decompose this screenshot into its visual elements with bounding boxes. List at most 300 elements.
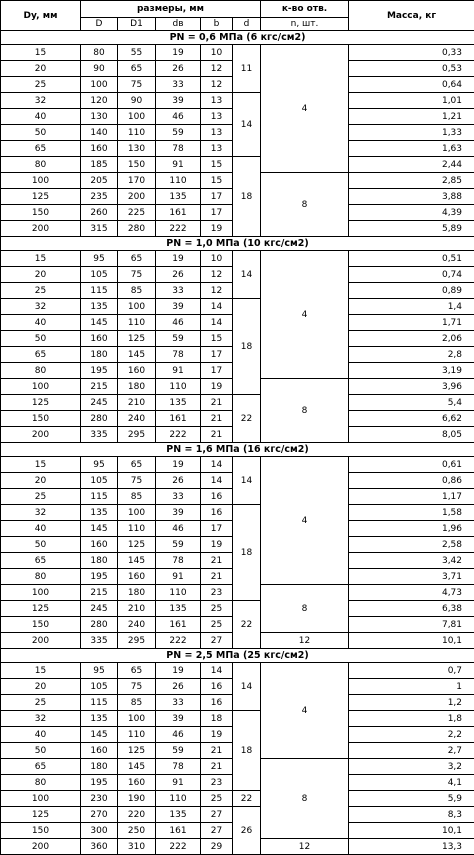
cell-dv: 46 (156, 109, 201, 125)
cell-dy: 150 (1, 617, 81, 633)
cell-dy: 200 (1, 839, 81, 855)
cell-dy: 65 (1, 553, 81, 569)
header-d: d (233, 18, 261, 31)
cell-dv: 19 (156, 45, 201, 61)
cell-D: 180 (81, 759, 118, 775)
table-row (1, 663, 474, 679)
cell-mass: 0,51 (349, 251, 474, 267)
cell-D: 195 (81, 775, 118, 791)
cell-D: 145 (81, 521, 118, 537)
cell-mass: 2,85 (349, 173, 474, 189)
cell-n: 8 (261, 379, 349, 443)
cell-dy: 150 (1, 823, 81, 839)
cell-mass: 5,4 (349, 395, 474, 411)
cell-dv: 78 (156, 347, 201, 363)
cell-dy: 32 (1, 711, 81, 727)
cell-D1: 90 (118, 93, 156, 109)
table-row (1, 45, 474, 61)
cell-d: 18 (233, 711, 261, 791)
cell-dy: 100 (1, 791, 81, 807)
header-dimensions: размеры, мм (81, 1, 261, 18)
cell-mass: 1,2 (349, 695, 474, 711)
cell-mass: 5,9 (349, 791, 474, 807)
cell-D: 140 (81, 125, 118, 141)
cell-D: 95 (81, 663, 118, 679)
cell-dy: 80 (1, 569, 81, 585)
cell-b: 10 (201, 45, 233, 61)
cell-dy: 100 (1, 173, 81, 189)
cell-n: 12 (261, 633, 349, 649)
cell-D1: 220 (118, 807, 156, 823)
cell-mass: 13,3 (349, 839, 474, 855)
cell-dv: 91 (156, 569, 201, 585)
header-dv: dв (156, 18, 201, 31)
cell-dy: 15 (1, 251, 81, 267)
pressure-section-title: PN = 0,6 МПа (6 кгс/см2) (1, 31, 474, 45)
cell-D1: 65 (118, 61, 156, 77)
cell-D1: 55 (118, 45, 156, 61)
cell-D: 115 (81, 489, 118, 505)
cell-mass: 2,8 (349, 347, 474, 363)
cell-d: 18 (233, 505, 261, 601)
cell-D1: 110 (118, 315, 156, 331)
cell-D: 145 (81, 727, 118, 743)
cell-b: 21 (201, 759, 233, 775)
cell-b: 27 (201, 807, 233, 823)
cell-mass: 1,71 (349, 315, 474, 331)
cell-D: 300 (81, 823, 118, 839)
cell-dy: 80 (1, 157, 81, 173)
cell-dy: 50 (1, 743, 81, 759)
cell-b: 12 (201, 77, 233, 93)
cell-dy: 40 (1, 727, 81, 743)
cell-d: 18 (233, 299, 261, 395)
cell-mass: 0,86 (349, 473, 474, 489)
cell-dv: 161 (156, 411, 201, 427)
cell-dy: 32 (1, 505, 81, 521)
cell-dy: 25 (1, 695, 81, 711)
cell-D1: 295 (118, 633, 156, 649)
cell-D: 95 (81, 251, 118, 267)
cell-D1: 240 (118, 617, 156, 633)
cell-dv: 46 (156, 315, 201, 331)
cell-d: 14 (233, 663, 261, 711)
cell-D: 215 (81, 585, 118, 601)
cell-dv: 135 (156, 189, 201, 205)
cell-D1: 310 (118, 839, 156, 855)
cell-mass: 0,53 (349, 61, 474, 77)
cell-b: 17 (201, 521, 233, 537)
cell-mass: 2,06 (349, 331, 474, 347)
cell-mass: 1,63 (349, 141, 474, 157)
cell-dy: 80 (1, 775, 81, 791)
cell-b: 16 (201, 679, 233, 695)
cell-D1: 145 (118, 553, 156, 569)
cell-b: 14 (201, 315, 233, 331)
cell-b: 16 (201, 695, 233, 711)
cell-dy: 15 (1, 457, 81, 473)
cell-d: 22 (233, 601, 261, 649)
cell-D: 205 (81, 173, 118, 189)
cell-dy: 25 (1, 77, 81, 93)
cell-b: 12 (201, 267, 233, 283)
cell-dy: 15 (1, 45, 81, 61)
cell-n: 8 (261, 585, 349, 633)
cell-D1: 65 (118, 457, 156, 473)
cell-b: 16 (201, 505, 233, 521)
table-row (1, 505, 474, 521)
cell-D: 215 (81, 379, 118, 395)
cell-b: 23 (201, 585, 233, 601)
cell-dv: 33 (156, 489, 201, 505)
header-D1: D1 (118, 18, 156, 31)
cell-D: 180 (81, 347, 118, 363)
pressure-section-title: PN = 2,5 МПа (25 кгс/см2) (1, 649, 474, 663)
cell-mass: 2,44 (349, 157, 474, 173)
cell-b: 16 (201, 489, 233, 505)
cell-D: 245 (81, 601, 118, 617)
cell-dv: 161 (156, 205, 201, 221)
cell-D: 95 (81, 457, 118, 473)
cell-D1: 125 (118, 743, 156, 759)
header-holes-count: к-во отв. (261, 1, 349, 18)
cell-D: 160 (81, 141, 118, 157)
table-row (1, 157, 474, 173)
cell-D1: 100 (118, 711, 156, 727)
cell-D1: 210 (118, 395, 156, 411)
cell-dv: 33 (156, 283, 201, 299)
cell-D1: 100 (118, 109, 156, 125)
cell-mass: 5,89 (349, 221, 474, 237)
cell-D: 260 (81, 205, 118, 221)
cell-D: 115 (81, 695, 118, 711)
cell-dv: 19 (156, 663, 201, 679)
cell-dv: 59 (156, 331, 201, 347)
cell-mass: 1,17 (349, 489, 474, 505)
cell-D1: 145 (118, 759, 156, 775)
cell-dv: 26 (156, 473, 201, 489)
cell-n: 4 (261, 251, 349, 379)
cell-dy: 20 (1, 61, 81, 77)
cell-dv: 26 (156, 267, 201, 283)
cell-dv: 222 (156, 427, 201, 443)
cell-b: 12 (201, 61, 233, 77)
cell-D: 80 (81, 45, 118, 61)
cell-D: 145 (81, 315, 118, 331)
cell-mass: 1,4 (349, 299, 474, 315)
cell-dy: 150 (1, 411, 81, 427)
table-row (1, 395, 474, 411)
cell-b: 14 (201, 457, 233, 473)
cell-mass: 3,88 (349, 189, 474, 205)
header-b: b (201, 18, 233, 31)
cell-dv: 39 (156, 711, 201, 727)
cell-mass: 6,62 (349, 411, 474, 427)
cell-b: 21 (201, 743, 233, 759)
cell-mass: 3,19 (349, 363, 474, 379)
cell-dy: 65 (1, 347, 81, 363)
cell-b: 15 (201, 157, 233, 173)
cell-b: 25 (201, 617, 233, 633)
cell-mass: 4,73 (349, 585, 474, 601)
cell-n: 4 (261, 457, 349, 585)
cell-b: 17 (201, 347, 233, 363)
cell-D1: 160 (118, 363, 156, 379)
cell-mass: 0,89 (349, 283, 474, 299)
cell-D1: 280 (118, 221, 156, 237)
cell-mass: 6,38 (349, 601, 474, 617)
cell-dy: 100 (1, 585, 81, 601)
cell-mass: 0,7 (349, 663, 474, 679)
cell-b: 25 (201, 601, 233, 617)
cell-n: 12 (261, 839, 349, 855)
cell-D1: 75 (118, 77, 156, 93)
cell-D: 115 (81, 283, 118, 299)
cell-n: 4 (261, 45, 349, 173)
cell-b: 12 (201, 283, 233, 299)
cell-D1: 240 (118, 411, 156, 427)
cell-mass: 0,74 (349, 267, 474, 283)
cell-b: 23 (201, 775, 233, 791)
table-row (1, 93, 474, 109)
cell-d: 22 (233, 395, 261, 443)
cell-D1: 130 (118, 141, 156, 157)
cell-D: 315 (81, 221, 118, 237)
cell-d: 11 (233, 45, 261, 93)
cell-D: 195 (81, 363, 118, 379)
cell-D1: 100 (118, 299, 156, 315)
cell-dv: 39 (156, 505, 201, 521)
cell-mass: 0,64 (349, 77, 474, 93)
cell-dy: 40 (1, 315, 81, 331)
cell-dv: 110 (156, 379, 201, 395)
cell-dv: 19 (156, 251, 201, 267)
cell-dv: 39 (156, 93, 201, 109)
cell-b: 14 (201, 299, 233, 315)
cell-D1: 65 (118, 251, 156, 267)
cell-mass: 1 (349, 679, 474, 695)
cell-dy: 80 (1, 363, 81, 379)
cell-D1: 200 (118, 189, 156, 205)
table-row (1, 601, 474, 617)
cell-D1: 225 (118, 205, 156, 221)
cell-n: 4 (261, 663, 349, 759)
cell-dy: 200 (1, 427, 81, 443)
cell-mass: 3,96 (349, 379, 474, 395)
cell-D: 280 (81, 411, 118, 427)
cell-dv: 222 (156, 221, 201, 237)
header-dy: Dy, мм (1, 1, 81, 31)
cell-dv: 222 (156, 839, 201, 855)
cell-mass: 3,2 (349, 759, 474, 775)
cell-dv: 91 (156, 157, 201, 173)
cell-dy: 15 (1, 663, 81, 679)
cell-mass: 1,33 (349, 125, 474, 141)
table-row (1, 711, 474, 727)
cell-dv: 59 (156, 743, 201, 759)
cell-d: 18 (233, 157, 261, 237)
cell-b: 21 (201, 411, 233, 427)
cell-dv: 46 (156, 727, 201, 743)
cell-dy: 100 (1, 379, 81, 395)
cell-dy: 125 (1, 189, 81, 205)
cell-mass: 2,58 (349, 537, 474, 553)
cell-dv: 110 (156, 791, 201, 807)
cell-D: 185 (81, 157, 118, 173)
cell-dv: 135 (156, 807, 201, 823)
cell-b: 14 (201, 473, 233, 489)
cell-D1: 190 (118, 791, 156, 807)
cell-D: 160 (81, 331, 118, 347)
cell-dy: 20 (1, 473, 81, 489)
cell-b: 19 (201, 537, 233, 553)
cell-D1: 180 (118, 379, 156, 395)
cell-dy: 200 (1, 221, 81, 237)
cell-D1: 100 (118, 505, 156, 521)
cell-dv: 110 (156, 585, 201, 601)
cell-D: 90 (81, 61, 118, 77)
cell-D1: 65 (118, 663, 156, 679)
cell-b: 21 (201, 427, 233, 443)
cell-D1: 85 (118, 283, 156, 299)
cell-b: 13 (201, 125, 233, 141)
cell-dy: 20 (1, 679, 81, 695)
cell-D1: 110 (118, 727, 156, 743)
cell-mass: 2,7 (349, 743, 474, 759)
cell-D: 195 (81, 569, 118, 585)
cell-D: 335 (81, 427, 118, 443)
cell-mass: 8,05 (349, 427, 474, 443)
cell-mass: 0,61 (349, 457, 474, 473)
cell-D1: 75 (118, 267, 156, 283)
cell-b: 17 (201, 363, 233, 379)
table-row (1, 251, 474, 267)
table-row (1, 299, 474, 315)
cell-D: 270 (81, 807, 118, 823)
header-mass: Масса, кг (349, 1, 474, 31)
cell-dv: 19 (156, 457, 201, 473)
cell-b: 14 (201, 663, 233, 679)
cell-b: 27 (201, 823, 233, 839)
cell-dy: 40 (1, 109, 81, 125)
cell-D1: 210 (118, 601, 156, 617)
cell-dv: 33 (156, 695, 201, 711)
cell-b: 21 (201, 553, 233, 569)
cell-D1: 160 (118, 569, 156, 585)
cell-mass: 1,96 (349, 521, 474, 537)
cell-dy: 65 (1, 759, 81, 775)
cell-D1: 160 (118, 775, 156, 791)
cell-dy: 150 (1, 205, 81, 221)
cell-b: 19 (201, 379, 233, 395)
cell-D: 135 (81, 505, 118, 521)
cell-dy: 125 (1, 807, 81, 823)
cell-D: 280 (81, 617, 118, 633)
cell-n: 8 (261, 759, 349, 839)
table-row (1, 807, 474, 823)
cell-b: 13 (201, 109, 233, 125)
cell-dv: 161 (156, 617, 201, 633)
cell-d: 14 (233, 457, 261, 505)
cell-D1: 170 (118, 173, 156, 189)
cell-D: 105 (81, 679, 118, 695)
cell-b: 18 (201, 711, 233, 727)
cell-mass: 8,3 (349, 807, 474, 823)
cell-b: 27 (201, 633, 233, 649)
cell-mass: 2,2 (349, 727, 474, 743)
cell-D: 160 (81, 743, 118, 759)
cell-dv: 135 (156, 601, 201, 617)
cell-mass: 3,42 (349, 553, 474, 569)
cell-dy: 50 (1, 125, 81, 141)
cell-b: 15 (201, 331, 233, 347)
cell-D: 135 (81, 299, 118, 315)
cell-dv: 110 (156, 173, 201, 189)
cell-b: 17 (201, 205, 233, 221)
cell-dy: 20 (1, 267, 81, 283)
cell-mass: 1,21 (349, 109, 474, 125)
cell-dv: 78 (156, 141, 201, 157)
cell-D: 100 (81, 77, 118, 93)
cell-dv: 91 (156, 775, 201, 791)
cell-dv: 59 (156, 125, 201, 141)
cell-b: 15 (201, 173, 233, 189)
cell-D1: 75 (118, 473, 156, 489)
cell-d: 22 (233, 791, 261, 807)
cell-dy: 50 (1, 537, 81, 553)
cell-D: 335 (81, 633, 118, 649)
cell-dv: 46 (156, 521, 201, 537)
cell-dy: 125 (1, 601, 81, 617)
cell-dy: 32 (1, 299, 81, 315)
cell-mass: 0,33 (349, 45, 474, 61)
cell-dy: 125 (1, 395, 81, 411)
cell-D: 235 (81, 189, 118, 205)
cell-dv: 59 (156, 537, 201, 553)
cell-D1: 295 (118, 427, 156, 443)
cell-dy: 32 (1, 93, 81, 109)
cell-D1: 85 (118, 489, 156, 505)
cell-d: 14 (233, 93, 261, 157)
cell-dv: 135 (156, 395, 201, 411)
cell-b: 13 (201, 93, 233, 109)
cell-b: 13 (201, 141, 233, 157)
cell-n: 8 (261, 173, 349, 237)
cell-dy: 25 (1, 283, 81, 299)
cell-d: 26 (233, 807, 261, 855)
cell-mass: 4,39 (349, 205, 474, 221)
cell-D1: 125 (118, 537, 156, 553)
cell-D1: 180 (118, 585, 156, 601)
cell-d: 14 (233, 251, 261, 299)
cell-D1: 150 (118, 157, 156, 173)
cell-dy: 50 (1, 331, 81, 347)
cell-D: 130 (81, 109, 118, 125)
cell-mass: 1,58 (349, 505, 474, 521)
cell-D1: 145 (118, 347, 156, 363)
cell-dy: 40 (1, 521, 81, 537)
cell-D: 105 (81, 267, 118, 283)
cell-D1: 75 (118, 679, 156, 695)
cell-dv: 33 (156, 77, 201, 93)
cell-D1: 125 (118, 331, 156, 347)
cell-dv: 161 (156, 823, 201, 839)
cell-mass: 3,71 (349, 569, 474, 585)
cell-mass: 10,1 (349, 823, 474, 839)
cell-D: 105 (81, 473, 118, 489)
cell-D: 160 (81, 537, 118, 553)
cell-D1: 250 (118, 823, 156, 839)
